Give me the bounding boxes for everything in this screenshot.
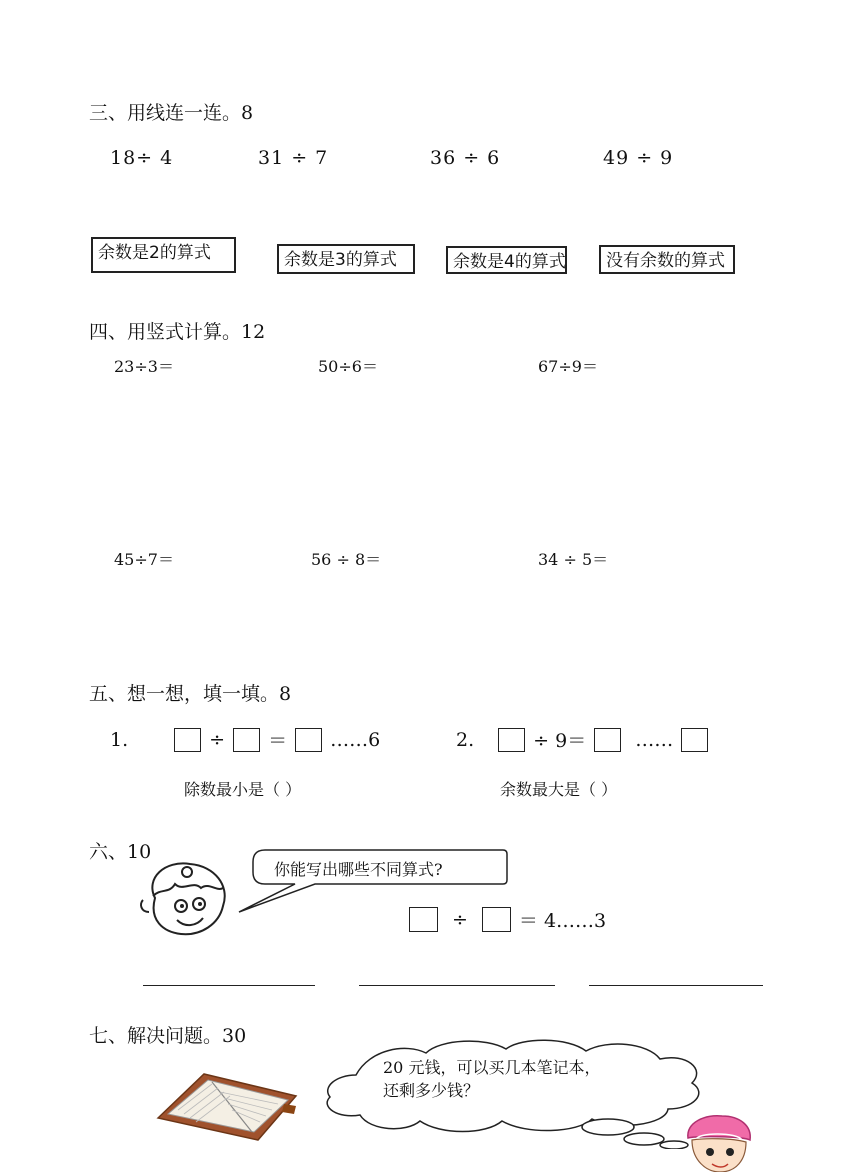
equation-row — [409, 906, 606, 933]
quotient-box[interactable] — [295, 728, 322, 752]
calc-3: 67÷9＝ — [538, 357, 598, 376]
quotient-box[interactable] — [594, 728, 621, 752]
calc-1: 23÷3＝ — [114, 357, 174, 376]
section5-title: 五、想一想，填一填。8 — [89, 683, 292, 705]
answer-line-2[interactable] — [359, 985, 555, 986]
divide-nine: ÷ 9＝ — [533, 730, 587, 752]
equals-sign: ＝ — [268, 730, 288, 752]
section3-title: 三、用线连一连。8 — [89, 102, 254, 124]
fill-question-2 — [456, 726, 708, 753]
calc-6: 34 ÷ 5＝ — [538, 550, 609, 569]
dividend-box[interactable] — [174, 728, 201, 752]
equation-rhs: ＝ 4……3 — [518, 910, 607, 932]
thought-cloud — [316, 1035, 712, 1149]
hint-1: 除数最小是（ ） — [184, 780, 302, 799]
dividend-box[interactable] — [409, 907, 438, 932]
divisor-box[interactable] — [482, 907, 511, 932]
section7-title: 七、解决问题。30 — [89, 1025, 247, 1047]
remainder-3-box[interactable]: 余数是3的算式 — [277, 244, 415, 274]
remainder-box[interactable] — [681, 728, 708, 752]
no-remainder-box[interactable]: 没有余数的算式 — [599, 245, 735, 274]
divisor-box[interactable] — [233, 728, 260, 752]
divide-sign: ÷ — [209, 728, 226, 751]
question-number: 2. — [456, 728, 475, 751]
remainder-2-box[interactable]: 余数是2的算式 — [91, 237, 236, 273]
cloud-text-line1: 20 元钱，可以买几本笔记本， — [383, 1058, 601, 1077]
girl-face-icon — [135, 858, 235, 938]
notebook-icon — [154, 1070, 299, 1142]
calc-2: 50÷6＝ — [318, 357, 378, 376]
divide-sign: ÷ — [452, 908, 468, 931]
remainder-text: ……6 — [330, 728, 381, 751]
fill-question-1 — [110, 726, 380, 753]
question-number: 1. — [110, 728, 129, 751]
section6-title: 六、10 — [89, 841, 152, 863]
expression-2: 31 ÷ 7 — [258, 147, 329, 169]
expression-3: 36 ÷ 6 — [430, 147, 501, 169]
answer-line-3[interactable] — [589, 985, 763, 986]
remainder-4-box[interactable]: 余数是4的算式 — [446, 246, 567, 274]
expression-1: 18÷ 4 — [110, 147, 174, 169]
cloud-text-line2: 还剩多少钱？ — [383, 1081, 480, 1100]
calc-5: 56 ÷ 8＝ — [311, 550, 382, 569]
calc-4: 45÷7＝ — [114, 550, 174, 569]
section4-title: 四、用竖式计算。12 — [89, 321, 266, 343]
remainder-dots: …… — [635, 728, 674, 751]
answer-line-1[interactable] — [143, 985, 315, 986]
girl-character-icon — [682, 1114, 754, 1172]
expression-4: 49 ÷ 9 — [603, 147, 674, 169]
bubble-text: 你能写出哪些不同算式? — [274, 860, 443, 879]
hint-2: 余数最大是（ ） — [500, 780, 618, 799]
dividend-box[interactable] — [498, 728, 525, 752]
